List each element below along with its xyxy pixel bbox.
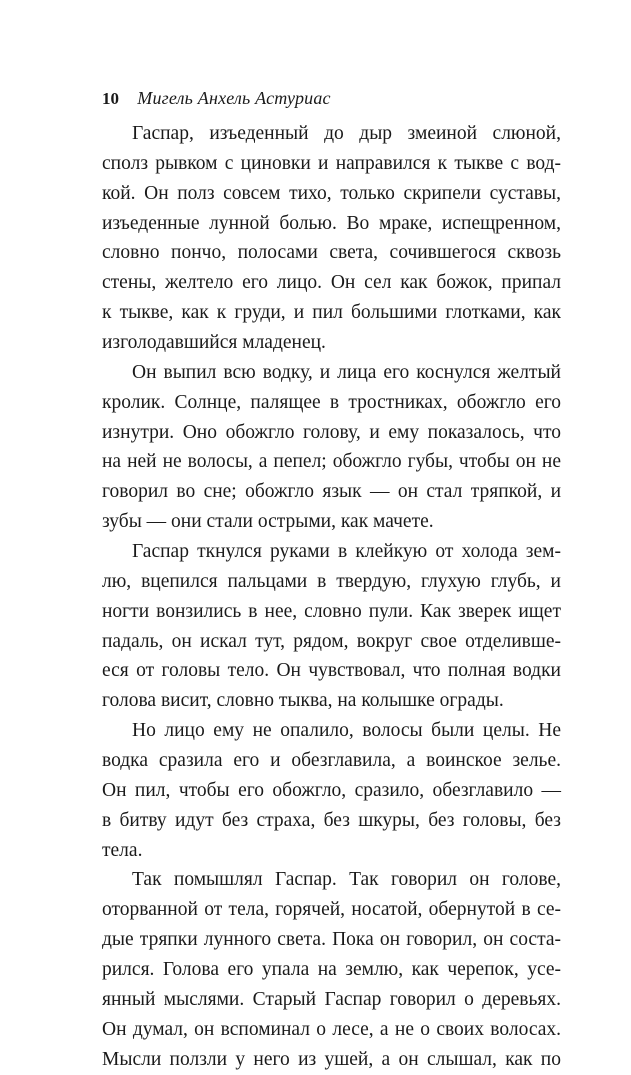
text-line: оторванной от тела, горячей, носатой, обернутой в се-: [102, 899, 561, 921]
paragraph: [102, 119, 561, 358]
text-line: тела.: [102, 839, 143, 861]
text-line: изъеденные лунной болью. Во мраке, испещренном,: [102, 212, 561, 234]
text-line: Он пил, чтобы его обожгло, сразило, обезглавило —: [102, 779, 561, 801]
paragraph: [102, 716, 561, 865]
text-line: падаль, он искал тут, рядом, вокруг свое отделивше-: [102, 630, 561, 652]
text-line: кролик. Солнце, палящее в тростниках, обожгло его: [102, 391, 561, 413]
text-line: в битву идут без страха, без шкуры, без головы, без: [102, 809, 561, 831]
text-line: лю, вцепился пальцами в твердую, глухую глубь, и: [102, 570, 561, 592]
text-line: кой. Он полз совсем тихо, только скрипели суставы,: [102, 182, 561, 204]
text-line: Он думал, он вспоминал о лесе, а не о своих волосах.: [102, 1018, 561, 1040]
text-line: рился. Голова его упала на землю, как черепок, усе-: [102, 959, 561, 981]
text-line: Гаспар ткнулся руками в клейкую от холода зем-: [132, 541, 561, 563]
text-line: стены, желтело его лицо. Он сел как божок, припал: [102, 272, 561, 294]
text-line: Мысли ползли у него из ушей, а он слышал, как по: [102, 1048, 561, 1070]
text-line: голова висит, словно тыква, на колышке ограды.: [102, 690, 504, 712]
text-line: янный мыслями. Старый Гаспар говорил о деревьях.: [102, 988, 561, 1010]
text-line: словно пончо, полосами света, сочившегося сквозь: [102, 242, 561, 264]
running-head: [102, 86, 562, 110]
text-line: водка сразила его и обезглавила, а воинское зелье.: [102, 750, 561, 772]
paragraph: [102, 865, 561, 1074]
page-number: 10: [102, 89, 119, 108]
text-line: Он выпил всю водку, и лица его коснулся желтый: [132, 361, 561, 383]
text-line: Но лицо ему не опалило, волосы были целы. Не: [132, 720, 561, 742]
text-line: на ней не волосы, а пепел; обожгло губы, чтобы он не: [102, 451, 561, 473]
text-line: Гаспар, изъеденный до дыр змеиной слюной,: [132, 123, 561, 144]
author-name: Мигель Анхель Астуриас: [137, 88, 331, 108]
text-line: сполз рывком с циновки и направился к тыкве с вод-: [102, 152, 561, 174]
text-line: дые тряпки лунного света. Пока он говорил, он соста-: [102, 929, 561, 951]
text-line: изнутри. Оно обожгло голову, и ему показалось, что: [102, 421, 561, 443]
paragraph: [102, 358, 561, 537]
text-line: ногти вонзились в нее, словно пули. Как зверек ищет: [102, 600, 561, 622]
paragraph: [102, 537, 561, 716]
text-line: говорил во сне; обожгло язык — он стал тряпкой, и: [102, 481, 561, 503]
text-line: изголодавшийся младенец.: [102, 332, 326, 354]
text-line: Так помышлял Гаспар. Так говорил он голове,: [132, 869, 561, 891]
text-line: еся от головы тело. Он чувствовал, что полная водки: [102, 660, 561, 682]
body-text: [102, 119, 561, 1075]
text-line: зубы — они стали острыми, как мачете.: [102, 511, 434, 533]
text-line: к тыкве, как к груди, и пил большими глотками, как: [102, 302, 561, 324]
